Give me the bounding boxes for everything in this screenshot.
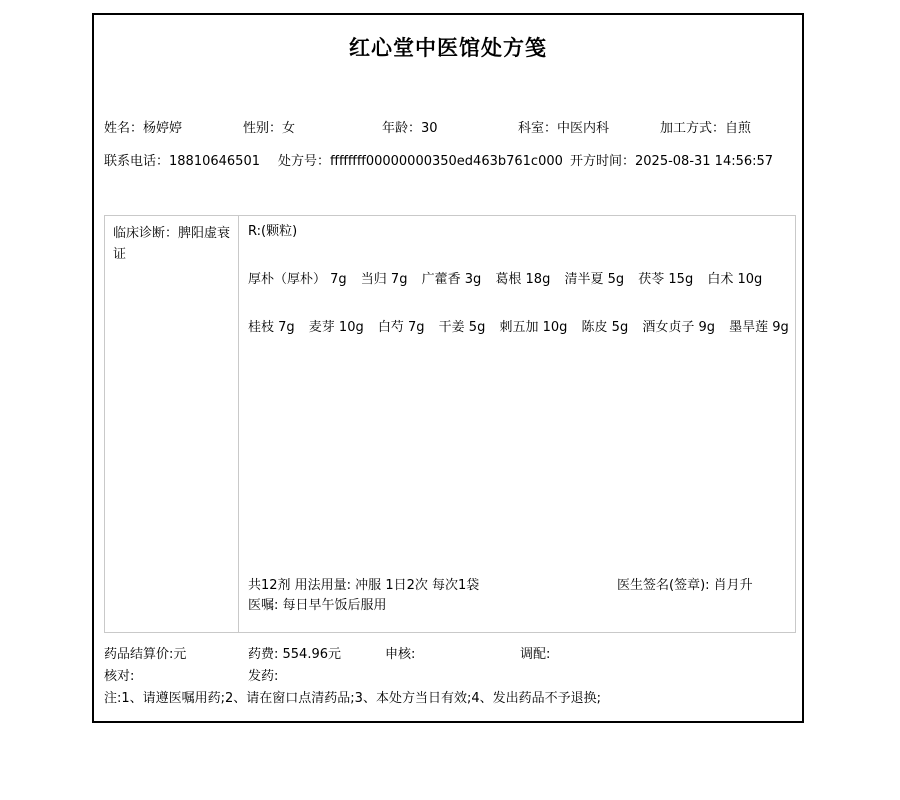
rx-header: R:(颗粒) <box>248 224 298 239</box>
prescription-cell <box>239 216 795 632</box>
herb-item: 麦芽 10g <box>308 320 364 335</box>
medicine-fee: 药费: 554.96元 <box>248 647 341 662</box>
patient-gender: 性别：女 <box>243 121 296 136</box>
review-label: 申核: <box>385 647 416 662</box>
herb-line-1 <box>248 271 772 288</box>
footnote: 注:1、请遵医嘱用药;2、请在窗口点清药品;3、本处方当日有效;4、发出药品不予退换; <box>104 691 601 706</box>
herb-item: 桂枝 7g <box>248 320 295 335</box>
herb-item: 陈皮 5g <box>581 320 629 335</box>
herb-item: 刺五加 10g <box>499 320 568 335</box>
herb-line-2 <box>248 319 799 336</box>
herb-item: 清半夏 5g <box>564 272 625 287</box>
medical-advice: 医嘱: 每日早午饭后服用 <box>248 598 387 613</box>
settlement-price: 药品结算价:元 <box>104 647 187 662</box>
prescription-time: 开方时间：2025-08-31 14:56:57 <box>570 154 774 169</box>
herb-item: 茯苓 15g <box>638 272 694 287</box>
herb-item: 广藿香 3g <box>421 272 482 287</box>
prescription-sheet <box>92 13 804 723</box>
patient-age: 年龄：30 <box>382 121 438 136</box>
herb-item: 白术 10g <box>707 272 763 287</box>
check-label: 核对: <box>104 669 135 684</box>
prescription-table <box>104 215 796 633</box>
usage-instructions: 共12剂 用法用量: 冲服 1日2次 每次1袋 <box>248 578 480 593</box>
patient-name: 姓名：杨婷婷 <box>104 121 183 136</box>
herb-item: 当归 7g <box>360 272 408 287</box>
clinical-diagnosis: 临床诊断：脾阳虚衰证 <box>105 216 239 632</box>
prescription-number: 处方号：ffffffff00000000350ed463b761c000 <box>278 154 563 169</box>
herb-item: 干姜 5g <box>438 320 486 335</box>
doctor-signature: 医生签名(签章): 肖月升 <box>617 578 753 593</box>
page-title: 红心堂中医馆处方笺 <box>349 36 547 60</box>
dispense-label: 发药: <box>248 669 279 684</box>
department: 科室：中医内科 <box>518 121 610 136</box>
herb-item: 酒女贞子 9g <box>642 320 715 335</box>
herb-item: 墨旱莲 9g <box>729 320 789 335</box>
processing-method: 加工方式：自煎 <box>660 121 752 136</box>
herb-item: 葛根 18g <box>495 272 551 287</box>
herb-item: 厚朴（厚朴） 7g <box>248 272 347 287</box>
herb-item: 白芍 7g <box>377 320 425 335</box>
prepare-label: 调配: <box>520 647 551 662</box>
contact-phone: 联系电话：18810646501 <box>104 154 260 169</box>
